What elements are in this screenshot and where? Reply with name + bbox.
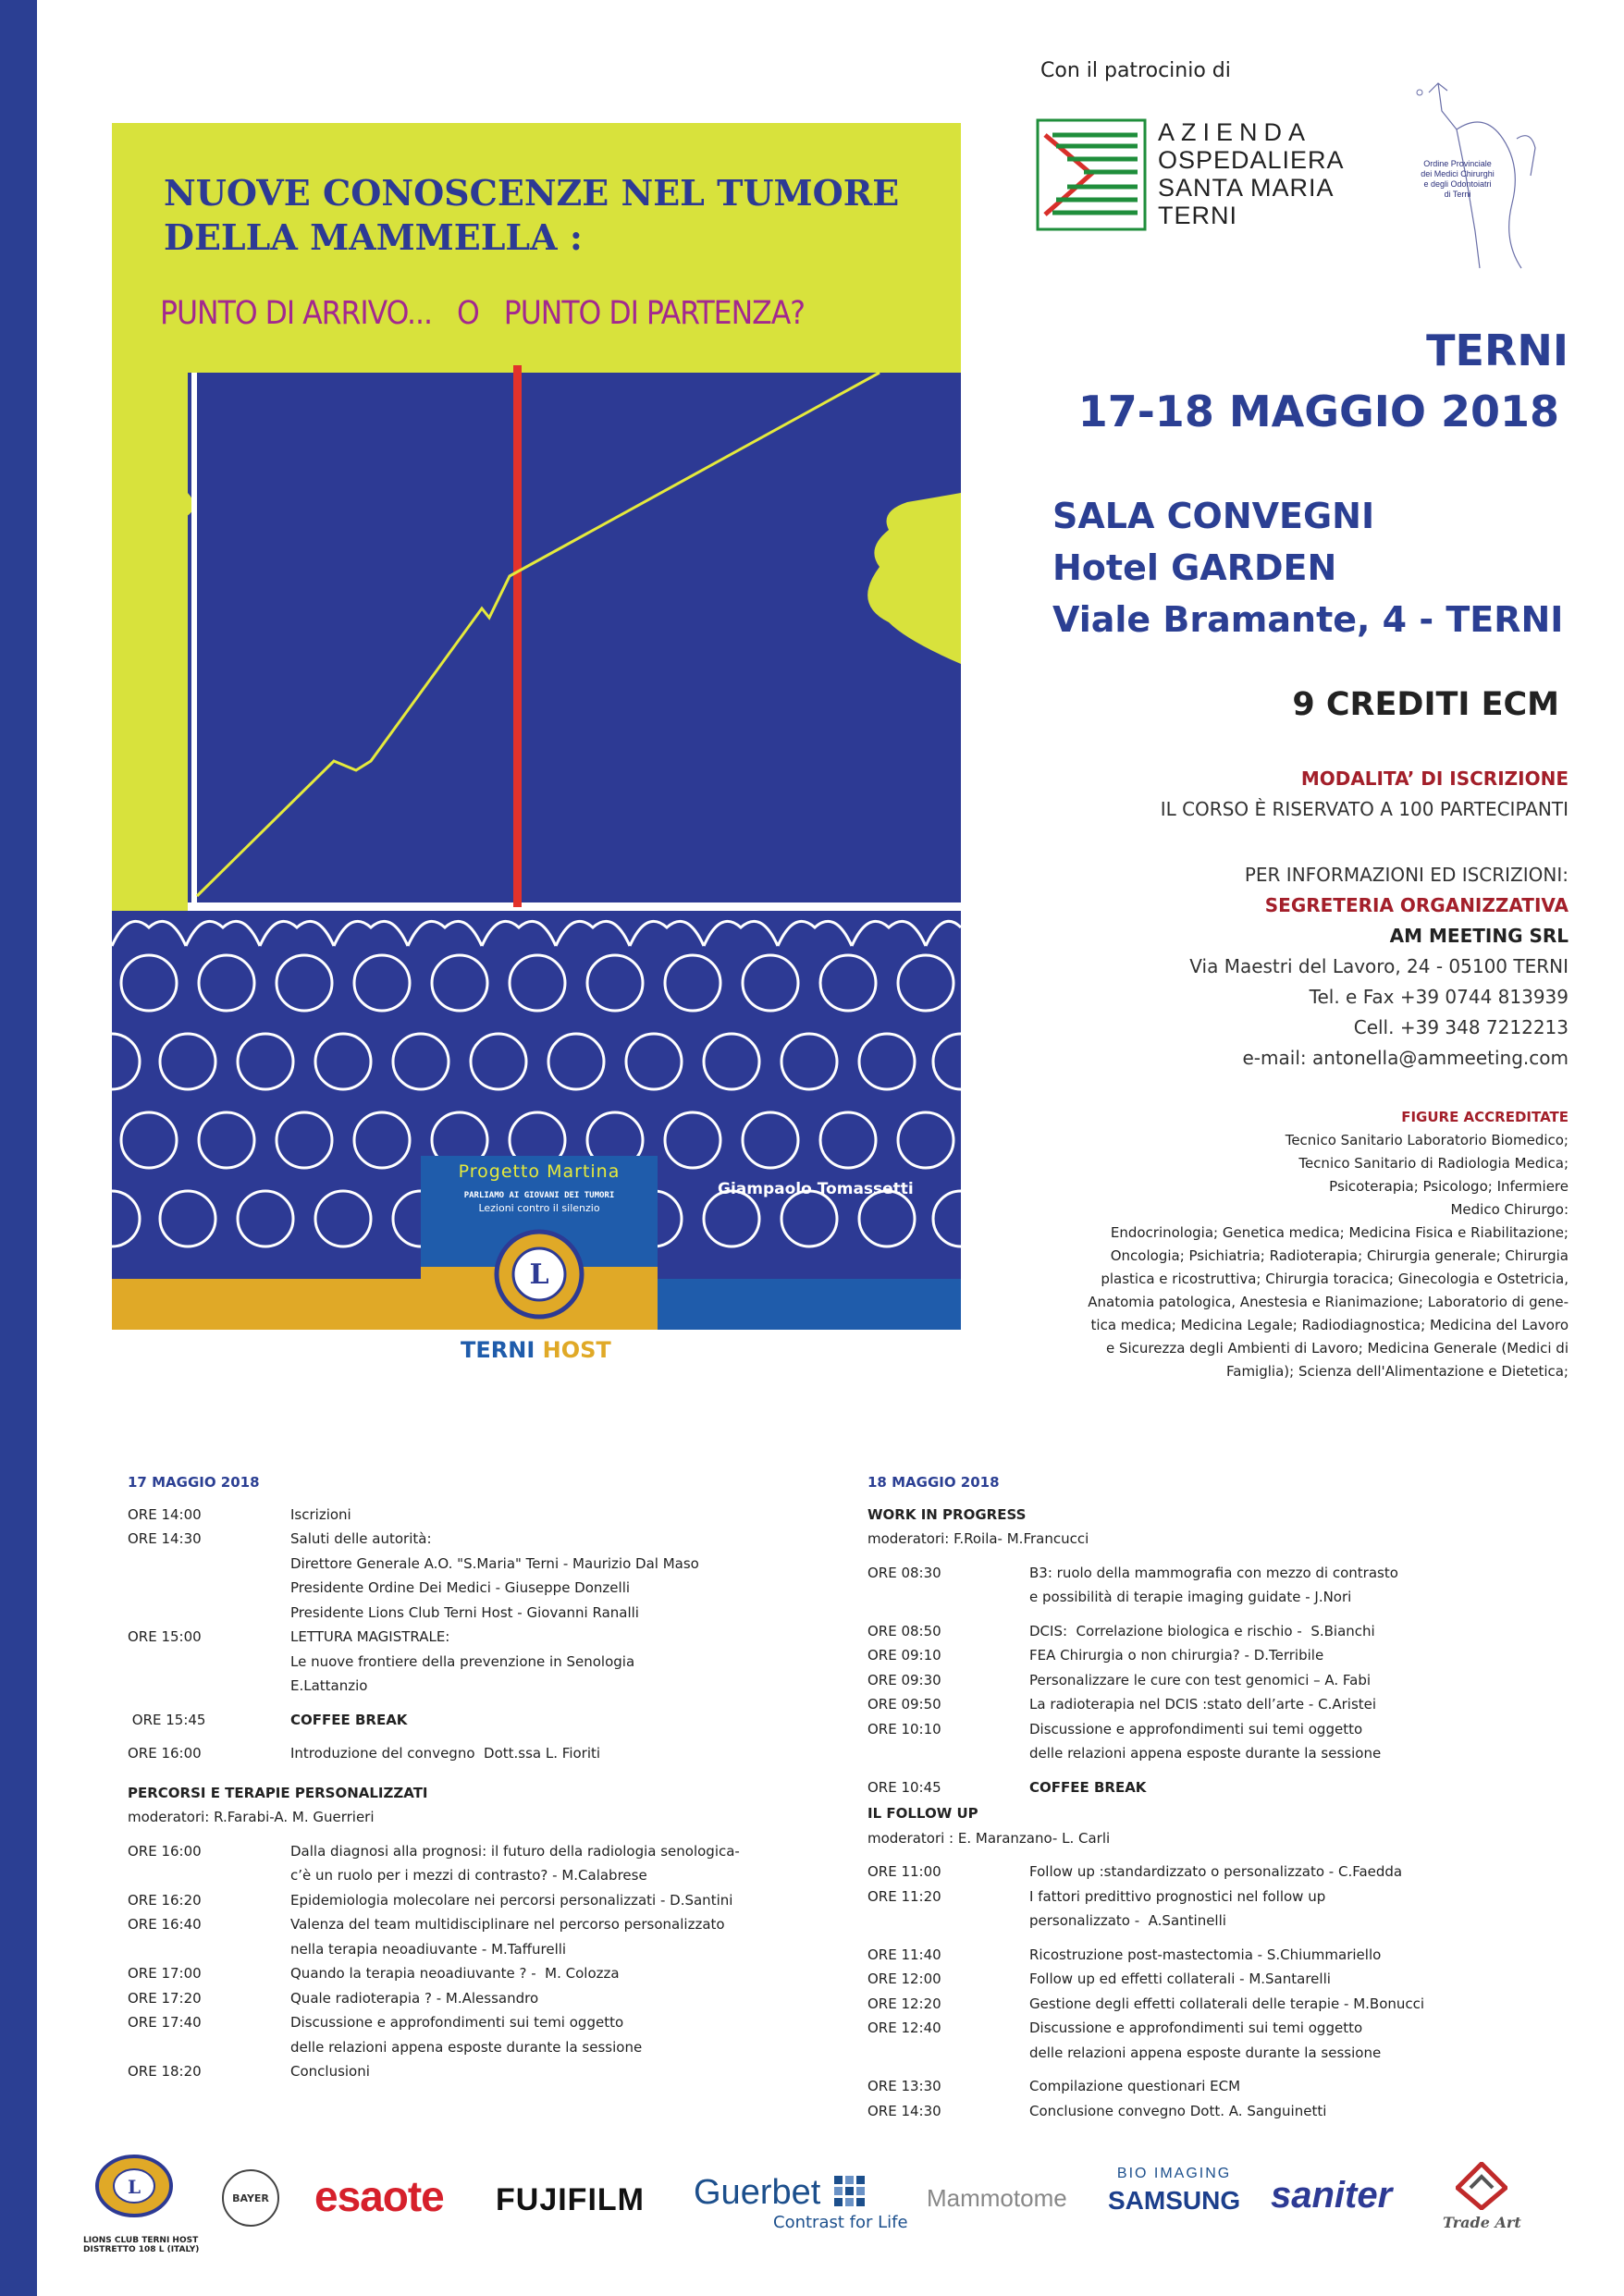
- row-text: Ricostruzione post-mastectomia - S.Chiummariello: [1029, 1946, 1382, 1963]
- schedule-row: [867, 2016, 1570, 2041]
- schedule-row: [128, 1961, 775, 1986]
- figures-title: FIGURE ACCREDITATE: [1401, 1109, 1569, 1125]
- row-time: ORE 09:50: [867, 1696, 941, 1713]
- row-time: ORE 12:20: [867, 1995, 941, 2012]
- schedule-row: [128, 1741, 775, 1766]
- schedule-row: [128, 1839, 775, 1864]
- figures-line: Tecnico Sanitario di Radiologia Medica;: [1298, 1155, 1569, 1172]
- schedule-row: [867, 2099, 1570, 2124]
- row-time: ORE 14:30: [867, 2102, 941, 2119]
- schedule-row: [128, 1674, 775, 1699]
- company-tel: Tel. e Fax +39 0744 813939: [1309, 986, 1569, 1008]
- figures-line: tica medica; Medicina Legale; Radiodiagnostica; Medicina del Lavoro: [1090, 1317, 1569, 1333]
- row-time: ORE 16:00: [128, 1745, 202, 1762]
- company-name: AM MEETING SRL: [1389, 925, 1569, 947]
- venue-line3: Viale Bramante, 4 - TERNI: [1052, 599, 1564, 640]
- progetto-martina-box: [421, 1156, 658, 1330]
- terni-host-label: [461, 1337, 611, 1363]
- schedule-row: [128, 1937, 775, 1962]
- poster-author: Giampaolo Tomassetti: [718, 1180, 914, 1198]
- row-text: Personalizzare le cure con test genomici – A. Fabi: [1029, 1671, 1372, 1688]
- schedule-row: [128, 1527, 775, 1552]
- figures-line: Psicoterapia; Psicologo; Infermiere: [1329, 1178, 1569, 1195]
- row-text: nella terapia neoadiuvante - M.Taffurelli: [290, 1940, 567, 1958]
- lions-label1: LIONS CLUB TERNI HOST: [83, 2236, 199, 2245]
- day2-session1-title: WORK IN PROGRESS: [867, 1505, 1027, 1523]
- row-text: Follow up :standardizzato o personalizzato - C.Faedda: [1029, 1863, 1403, 1880]
- row-time: ORE 17:00: [128, 1965, 202, 1982]
- row-text: delle relazioni appena esposte durante la sessione: [290, 2038, 643, 2056]
- schedule-row: [128, 2035, 775, 2060]
- azienda-line2: OSPEDALIERA: [1158, 146, 1345, 174]
- row-text: personalizzato - A.Santinelli: [1029, 1912, 1226, 1929]
- row-text: FEA Chirurgia o non chirurgia? - D.Terribile: [1029, 1647, 1324, 1664]
- schedule-row: [867, 2074, 1570, 2099]
- figures-line: Medico Chirurgo:: [1450, 1201, 1569, 1218]
- venue-line1: SALA CONVEGNI: [1052, 496, 1375, 536]
- row-text: Saluti delle autorità:: [290, 1530, 432, 1547]
- row-text: Conclusione convegno Dott. A. Sanguinetti: [1029, 2102, 1327, 2119]
- row-text: Presidente Lions Club Terni Host - Giovanni Ranalli: [290, 1603, 639, 1621]
- trade-art-text: Trade Art: [1443, 2214, 1521, 2231]
- row-text: delle relazioni appena esposte durante la sessione: [1029, 2044, 1382, 2061]
- project-title: Progetto Martina: [458, 1161, 621, 1182]
- venue-line2: Hotel GARDEN: [1052, 547, 1337, 588]
- schedule-row: [128, 1503, 775, 1528]
- guerbet-logo: [694, 2173, 908, 2232]
- row-time: ORE 10:10: [867, 1720, 941, 1737]
- schedule-row: [867, 1668, 1570, 1693]
- schedule-row: [867, 1585, 1570, 1610]
- row-text: LETTURA MAGISTRALE:: [290, 1628, 450, 1645]
- row-time: ORE 16:00: [128, 1842, 202, 1860]
- figures-line: plastica e ricostruttiva; Chirurgia toracica; Ginecologia e Ostetricia,: [1101, 1271, 1569, 1287]
- lions-label2: DISTRETTO 108 L (ITALY): [83, 2245, 200, 2254]
- schedule-row: [128, 1625, 775, 1650]
- row-time: ORE 09:30: [867, 1671, 941, 1688]
- schedule-row: [128, 2059, 775, 2084]
- azienda-line4: TERNI: [1158, 202, 1237, 229]
- esaote-logo: esaote: [314, 2172, 444, 2220]
- bayer-cross-icon: [220, 2167, 281, 2228]
- terni-word: TERNI: [461, 1337, 535, 1363]
- schedule-row: [867, 1992, 1570, 2017]
- sponsor-logos: [83, 2155, 1581, 2265]
- project-sub1: PARLIAMO AI GIOVANI DEI TUMORI: [463, 1191, 615, 1200]
- day2-moderators1: moderatori: F.Roila- M.Francucci: [867, 1530, 1089, 1547]
- event-venue: [1052, 490, 1563, 645]
- row-time: [867, 2041, 1029, 2066]
- row-text: DCIS: Correlazione biologica e rischio - S.Bianchi: [1029, 1622, 1375, 1639]
- row-time: [128, 1863, 290, 1888]
- poster-artwork: [112, 123, 961, 1330]
- schedule-row: [867, 1885, 1570, 1909]
- ordine-line2: dei Medici Chirurghi: [1421, 169, 1495, 178]
- row-text: La radioterapia nel DCIS :stato dell’arte - C.Aristei: [1029, 1696, 1377, 1713]
- ordine-medici-logo: [1401, 74, 1549, 277]
- row-text: e possibilità di terapie imaging guidate - J.Nori: [1029, 1589, 1352, 1605]
- schedule-row: [867, 2041, 1570, 2066]
- azienda-line1: AZIENDA: [1158, 118, 1312, 146]
- guerbet-grid-icon: [834, 2176, 866, 2207]
- row-time: [867, 1585, 1029, 1610]
- row-time: ORE 09:10: [867, 1647, 941, 1664]
- company-cell: Cell. +39 348 7212213: [1353, 1016, 1569, 1038]
- row-time: ORE 15:45: [128, 1711, 206, 1728]
- bio-imaging-text: BIO IMAGING: [1116, 2166, 1232, 2181]
- row-time: [867, 1741, 1029, 1766]
- event-dates: 17-18 MAGGIO 2018: [1077, 387, 1559, 436]
- schedule-row: [128, 1863, 775, 1888]
- row-text: Introduzione del convegno Dott.ssa L. Fioriti: [290, 1745, 601, 1762]
- row-time: ORE 11:00: [867, 1863, 941, 1880]
- row-time: ORE 11:40: [867, 1946, 941, 1963]
- figures-line: Tecnico Sanitario Laboratorio Biomedico;: [1285, 1132, 1569, 1148]
- bayer-logo: [220, 2167, 281, 2232]
- samsung-text: SAMSUNG: [1108, 2186, 1241, 2215]
- schedule-row: [128, 1576, 775, 1601]
- figures-line: Oncologia; Psichiatria; Radioterapia; Chirurgia generale; Chirurgia: [1110, 1247, 1569, 1264]
- svg-text:L: L: [529, 1259, 549, 1291]
- day1-date: 17 MAGGIO 2018: [128, 1474, 260, 1491]
- ordine-line1: Ordine Provinciale: [1423, 159, 1492, 168]
- day1-session-title: PERCORSI E TERAPIE PERSONALIZZATI: [128, 1784, 428, 1801]
- row-text: Gestione degli effetti collaterali delle terapie - M.Bonucci: [1029, 1995, 1425, 2012]
- row-time: [128, 1650, 290, 1675]
- figures-line: Anatomia patologica, Anestesia e Rianimazione; Laboratorio di gene-: [1088, 1294, 1569, 1310]
- row-time: ORE 16:20: [128, 1891, 202, 1909]
- schedule-row: [867, 1643, 1570, 1668]
- row-time: ORE 08:50: [867, 1622, 941, 1639]
- patronage-label: Con il patrocinio di: [1040, 59, 1231, 82]
- row-text: Quando la terapia neoadiuvante ? - M. Colozza: [290, 1965, 620, 1982]
- figures-line: Endocrinologia; Genetica medica; Medicina Fisica e Riabilitazione;: [1110, 1224, 1569, 1241]
- row-time: [128, 1576, 290, 1601]
- schedule-day2: [867, 1470, 1570, 2123]
- bayer-text: BAYER: [232, 2192, 269, 2204]
- company-email[interactable]: e-mail: antonella@ammeeting.com: [1242, 1047, 1569, 1069]
- project-sub2: Lezioni contro il silenzio: [478, 1202, 600, 1214]
- registration-block: [1161, 764, 1569, 1074]
- trade-art-icon: [1456, 2162, 1507, 2210]
- trade-art-logo: [1443, 2162, 1521, 2231]
- row-text: Follow up ed effetti collaterali - M.Santarelli: [1029, 1971, 1331, 1987]
- day2-session2-title: IL FOLLOW UP: [867, 1805, 978, 1822]
- row-time: ORE 14:30: [128, 1530, 202, 1547]
- schedule-row: [867, 1619, 1570, 1644]
- schedule-row: [867, 1741, 1570, 1766]
- svg-text:L: L: [127, 2176, 141, 2198]
- schedule-day1: [128, 1470, 775, 2084]
- row-text: delle relazioni appena esposte durante la sessione: [1029, 1745, 1382, 1762]
- samsung-logo: [1108, 2166, 1240, 2216]
- row-text: Direttore Generale A.O. "S.Maria" Terni - Maurizio Dal Maso: [290, 1554, 699, 1572]
- coffee-break-row: [128, 1708, 775, 1733]
- row-text: Epidemiologia molecolare nei percorsi personalizzati - D.Santini: [290, 1891, 733, 1909]
- schedule-row: [128, 1888, 775, 1913]
- ecm-credits: 9 CREDITI ECM: [1292, 686, 1559, 723]
- row-text: Quale radioterapia ? - M.Alessandro: [290, 1989, 539, 2007]
- row-time: ORE 13:30: [867, 2078, 941, 2094]
- row-time: ORE 08:30: [867, 1564, 941, 1581]
- schedule-row: [867, 1943, 1570, 1968]
- row-time: ORE 12:40: [867, 2020, 941, 2036]
- host-word: HOST: [542, 1337, 611, 1363]
- schedule-row: [128, 1601, 775, 1626]
- row-time: ORE 17:20: [128, 1989, 202, 2007]
- row-time: ORE 15:00: [128, 1628, 202, 1645]
- row-text: Presidente Ordine Dei Medici - Giuseppe Donzelli: [290, 1579, 631, 1596]
- row-time: ORE 10:45: [867, 1778, 941, 1796]
- ordine-line4: di Terni: [1444, 190, 1471, 199]
- fujifilm-logo: FUJIFILM: [496, 2182, 645, 2217]
- poster-title-line1: NUOVE CONOSCENZE NEL TUMORE: [164, 172, 900, 214]
- schedule-row: [867, 1909, 1570, 1934]
- day2-moderators2: moderatori : E. Maranzano- L. Carli: [867, 1829, 1111, 1847]
- schedule-row: [128, 2010, 775, 2035]
- schedule-row: [128, 1912, 775, 1937]
- ordine-line3: e degli Odontoiatri: [1423, 179, 1492, 189]
- row-text: Iscrizioni: [290, 1505, 351, 1523]
- info-label: PER INFORMAZIONI ED ISCRIZIONI:: [1244, 864, 1569, 886]
- azienda-line3: SANTA MARIA: [1158, 174, 1335, 202]
- schedule-row: [867, 1967, 1570, 1992]
- lions-logo-icon: [93, 2155, 175, 2219]
- poster-subtitle: PUNTO DI ARRIVO... O PUNTO DI PARTENZA?: [160, 295, 805, 332]
- schedule-row: [128, 1552, 775, 1577]
- row-time: [128, 1674, 290, 1699]
- schedule-row: [867, 1692, 1570, 1717]
- saniter-logo: saniter: [1271, 2175, 1393, 2216]
- schedule-row: [867, 1860, 1570, 1885]
- row-text: Discussione e approfondimenti sui temi oggetto: [290, 2014, 624, 2031]
- poster-title-line2: DELLA MAMMELLA :: [164, 216, 583, 258]
- row-time: [128, 1937, 290, 1962]
- row-time: ORE 17:40: [128, 2014, 202, 2031]
- row-time: ORE 11:20: [867, 1887, 941, 1905]
- figures-accreditate: [1088, 1106, 1569, 1383]
- secretariat-label: SEGRETERIA ORGANIZZATIVA: [1264, 894, 1569, 916]
- mammotome-logo: Mammotome: [927, 2184, 1067, 2212]
- figures-line: e Sicurezza degli Ambienti di Lavoro; Medicina Generale (Medici di: [1105, 1340, 1569, 1357]
- row-text: c’è un ruolo per i mezzi di contrasto? - M.Calabrese: [290, 1867, 647, 1884]
- guerbet-text: Guerbet: [694, 2173, 821, 2212]
- row-text: Discussione e approfondimenti sui temi oggetto: [1029, 2020, 1363, 2036]
- lions-club-logo: [83, 2155, 200, 2254]
- schedule-row: [128, 1650, 775, 1675]
- coffee-break-row: [867, 1775, 1570, 1800]
- schedule-row: [867, 1561, 1570, 1586]
- figures-line: Famiglia); Scienza dell'Alimentazione e Dietetica;: [1226, 1363, 1569, 1380]
- day2-date: 18 MAGGIO 2018: [867, 1474, 1000, 1491]
- row-text: Valenza del team multidisciplinare nel percorso personalizzato: [290, 1916, 725, 1933]
- day1-moderators: moderatori: R.Farabi-A. M. Guerrieri: [128, 1809, 375, 1825]
- row-time: [128, 1552, 290, 1577]
- event-city: TERNI: [1426, 325, 1569, 375]
- row-text: E.Lattanzio: [290, 1677, 368, 1694]
- row-text: COFFEE BREAK: [290, 1711, 408, 1728]
- row-text: Compilazione questionari ECM: [1029, 2078, 1241, 2094]
- schedule-row: [128, 1986, 775, 2011]
- row-time: ORE 18:20: [128, 2063, 202, 2080]
- row-time: [867, 1909, 1029, 1934]
- company-address: Via Maestri del Lavoro, 24 - 05100 TERNI: [1189, 955, 1569, 977]
- row-text: Conclusioni: [290, 2063, 370, 2080]
- row-text: Le nuove frontiere della prevenzione in Senologia: [290, 1652, 635, 1670]
- left-accent-bar: [0, 0, 37, 2296]
- row-time: ORE 12:00: [867, 1971, 941, 1987]
- row-text: Dalla diagnosi alla prognosi: il futuro della radiologia senologica-: [290, 1842, 740, 1860]
- registration-limit: IL CORSO È RISERVATO A 100 PARTECIPANTI: [1160, 798, 1569, 820]
- azienda-logo: [1036, 118, 1350, 233]
- row-time: [128, 1601, 290, 1626]
- row-text: B3: ruolo della mammografia con mezzo di contrasto: [1029, 1564, 1398, 1581]
- azienda-mark-icon: [1036, 118, 1147, 231]
- row-text: I fattori predittivo prognostici nel follow up: [1029, 1887, 1326, 1905]
- row-time: [128, 2035, 290, 2060]
- row-time: ORE 14:00: [128, 1505, 202, 1523]
- guerbet-tagline: Contrast for Life: [773, 2213, 908, 2232]
- row-text: COFFEE BREAK: [1029, 1778, 1147, 1796]
- row-text: Discussione e approfondimenti sui temi oggetto: [1029, 1720, 1363, 1737]
- schedule-row: [867, 1717, 1570, 1742]
- registration-title: MODALITA’ DI ISCRIZIONE: [1300, 767, 1569, 790]
- row-time: ORE 16:40: [128, 1916, 202, 1933]
- lions-emblem-icon: [493, 1228, 585, 1320]
